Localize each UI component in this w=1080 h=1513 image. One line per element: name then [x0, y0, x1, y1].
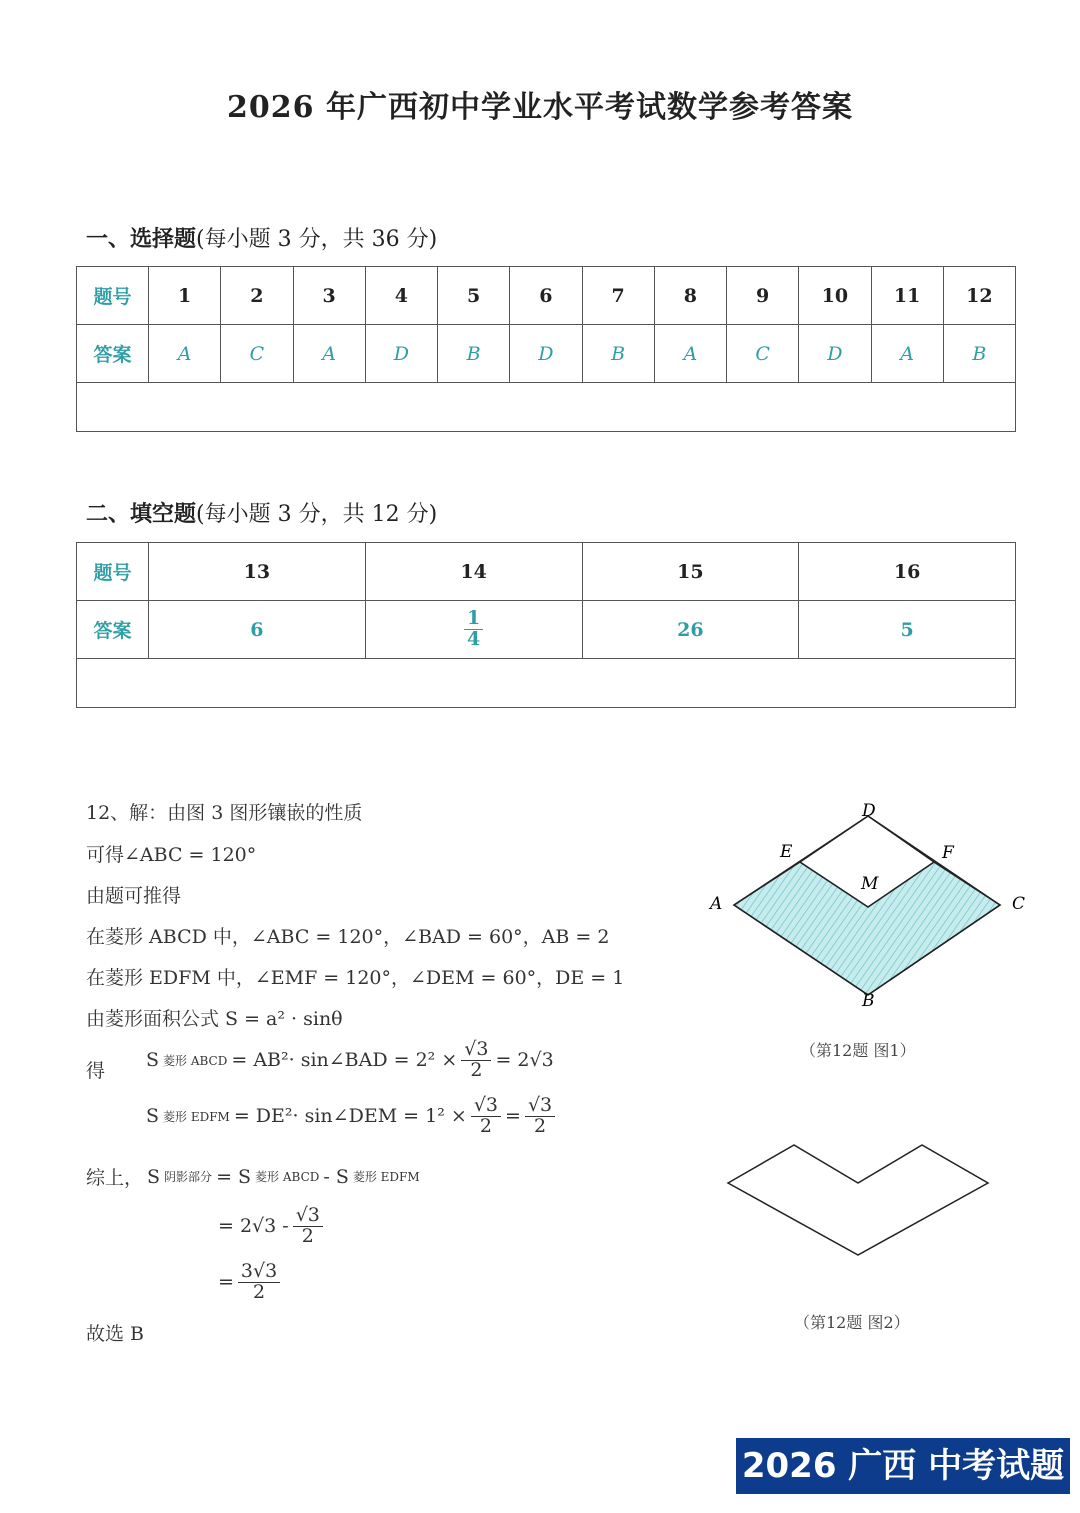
- question-number: 2: [221, 267, 293, 325]
- section2-note: (每小题 3 分，共 12 分): [196, 502, 438, 527]
- section1-note: (每小题 3 分，共 36 分): [196, 227, 438, 252]
- solution-line: 在菱形 EDFM 中，∠EMF = 120°，∠DEM = 60°，DE = 1: [86, 967, 625, 989]
- vertex-label-e: E: [780, 842, 793, 862]
- fraction: $\frac{√3}{2}$: [525, 1096, 555, 1137]
- answer-cell: 6: [149, 601, 366, 659]
- question-number: 16: [799, 543, 1016, 601]
- equation-shaded-area: 综上， S 阴影部分 = S 菱形 ABCD - S 菱形 EDFM: [86, 1165, 420, 1189]
- vertex-label-b: B: [862, 991, 875, 1011]
- fraction-denominator: 4: [467, 628, 481, 650]
- question-number: 5: [438, 267, 510, 325]
- fraction: $\frac{√3}{2}$: [471, 1096, 501, 1137]
- multiple-choice-answer-table: [76, 266, 1016, 432]
- answer-cell: A: [871, 325, 943, 383]
- answer-cell: 5: [799, 601, 1016, 659]
- question-number: 9: [727, 267, 799, 325]
- figure2-outline: [728, 1145, 988, 1255]
- row-label-number: 题号: [77, 267, 149, 325]
- question-number: 7: [582, 267, 654, 325]
- answer-cell: C: [727, 325, 799, 383]
- figure1-rhombus-diagram: [700, 790, 1040, 1020]
- question-number: 3: [293, 267, 365, 325]
- answer-cell: D: [365, 325, 437, 383]
- blank-row: [77, 383, 1016, 432]
- answer-cell: B: [438, 325, 510, 383]
- question-number-row: [77, 543, 1016, 601]
- figure1-caption: （第12题 图1）: [800, 1041, 916, 1060]
- section2-title: 二、填空题: [86, 501, 197, 527]
- question-number-row: [77, 267, 1016, 325]
- vertex-label-c: C: [1012, 894, 1026, 914]
- equation-step1: = 2√3 - $\frac{√3}{2}$: [218, 1206, 323, 1247]
- vertex-label-m: M: [861, 874, 879, 894]
- answer-cell: B: [943, 325, 1015, 383]
- section1-heading: [86, 222, 437, 253]
- answer-cell: D: [799, 325, 871, 383]
- answer-cell: C: [221, 325, 293, 383]
- answer-row: [77, 601, 1016, 659]
- fraction-numerator: 1: [464, 609, 483, 630]
- question-number: 8: [654, 267, 726, 325]
- question-number: 6: [510, 267, 582, 325]
- vertex-label-f: F: [942, 843, 954, 863]
- answer-cell: A: [149, 325, 221, 383]
- answer-cell: A: [293, 325, 365, 383]
- solution-line: 在菱形 ABCD 中，∠ABC = 120°，∠BAD = 60°，AB = 2: [86, 926, 610, 948]
- equation-area-abcd: S 菱形 ABCD = AB²· sin∠BAD = 2² × $\frac{√3}{2}$ = 2√3: [146, 1038, 554, 1081]
- section2-heading: [86, 497, 437, 528]
- question-number: 10: [799, 267, 871, 325]
- equation-step2: = $\frac{3√3}{2}$: [218, 1262, 280, 1303]
- answer-cell: D: [510, 325, 582, 383]
- fraction: [464, 609, 483, 650]
- solution-de: 得: [86, 1060, 106, 1082]
- answer-row: [77, 325, 1016, 383]
- question-number: 4: [365, 267, 437, 325]
- answer-cell: B: [582, 325, 654, 383]
- question-number: 14: [365, 543, 582, 601]
- vertex-label-d: D: [862, 801, 876, 821]
- fraction: $\frac{√3}{2}$: [293, 1206, 323, 1247]
- page-title: 2026 年广西初中学业水平考试数学参考答案: [227, 90, 853, 125]
- fraction: $\frac{√3}{2}$: [461, 1040, 491, 1081]
- figure2-shape-diagram: [720, 1135, 1000, 1265]
- fraction: $\frac{3√3}{2}$: [238, 1262, 280, 1303]
- solution-line: 可得∠ABC = 120°: [86, 844, 257, 866]
- solution-conclusion: 故选 B: [86, 1323, 145, 1345]
- fill-in-answer-table: [76, 542, 1016, 708]
- blank-row: [77, 659, 1016, 708]
- row-label-answer: 答案: [77, 601, 149, 659]
- question-number: 11: [871, 267, 943, 325]
- row-label-number: 题号: [77, 543, 149, 601]
- question-number: 13: [149, 543, 366, 601]
- equation-area-edfm: S 菱形 EDFM = DE²· sin∠DEM = 1² × $\frac{√3}{2}$ = $\frac{√3}{2}$: [146, 1096, 555, 1137]
- vertex-label-a: A: [710, 894, 723, 914]
- watermark-badge: 2026 广西 中考试题: [736, 1438, 1070, 1494]
- solution-line: 由菱形面积公式 S = a² · sinθ: [86, 1008, 343, 1030]
- answer-cell-fraction: [365, 601, 582, 659]
- answer-cell: 26: [582, 601, 799, 659]
- question-number: 15: [582, 543, 799, 601]
- question-number: 12: [943, 267, 1015, 325]
- figure2-caption: （第12题 图2）: [794, 1313, 910, 1332]
- row-label-answer: 答案: [77, 325, 149, 383]
- answer-cell: A: [654, 325, 726, 383]
- solution-line: 由题可推得: [86, 885, 182, 907]
- solution-line: 12、解：由图 3 图形镶嵌的性质: [86, 802, 363, 824]
- section1-title: 一、选择题: [86, 226, 197, 252]
- question-number: 1: [149, 267, 221, 325]
